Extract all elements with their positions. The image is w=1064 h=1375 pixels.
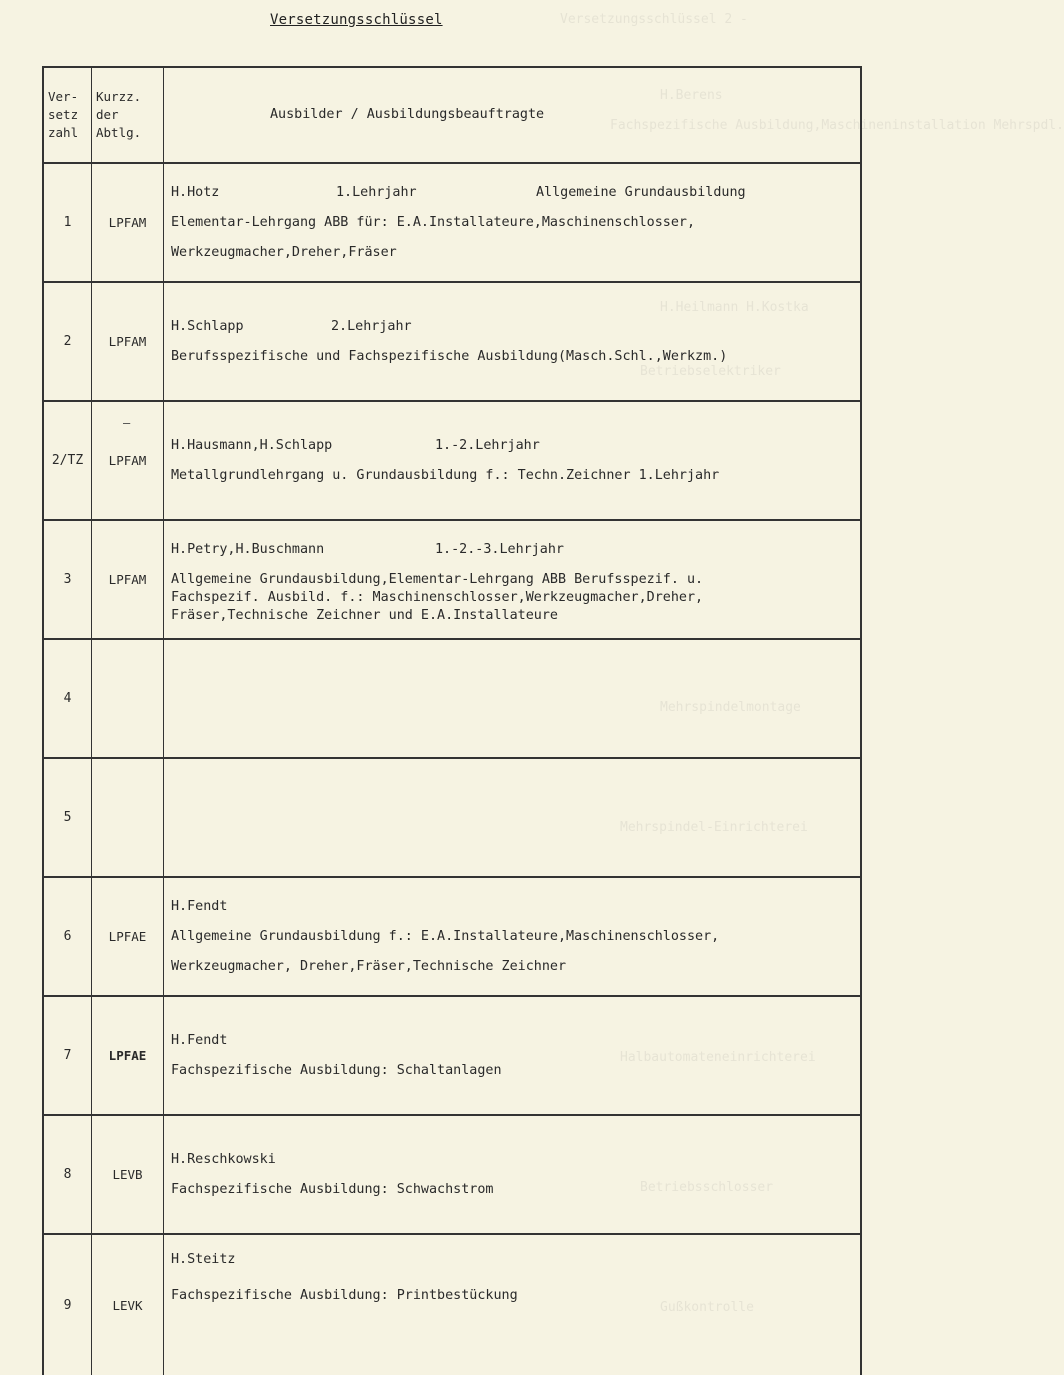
- row-description: [164, 283, 860, 400]
- row-description-line: Allgemeine Grundausbildung,Elementar-Lehrgang ABB Berufsspezif. u.: [171, 571, 704, 587]
- bleed-through-text: Betriebselektriker: [640, 364, 781, 379]
- row-description-line: Werkzeugmacher,Dreher,Fräser: [171, 244, 397, 260]
- row-number: 6: [44, 878, 92, 995]
- header-number-column: [44, 68, 92, 162]
- table-header-row: [44, 68, 860, 164]
- row-number: 5: [44, 759, 92, 876]
- row-department-code: LPFAE: [92, 878, 164, 995]
- row-number: 2/TZ: [44, 402, 92, 519]
- row-number: 3: [44, 521, 92, 638]
- row-description-line: Fachspezifische Ausbildung: Schaltanlagen: [171, 1062, 502, 1078]
- row-department-code: LPFAM: [92, 521, 164, 638]
- table-row: [44, 1116, 860, 1235]
- row-trainer-names: H.Hotz: [171, 184, 220, 200]
- header-code-line: der: [96, 107, 119, 122]
- row-department-code: [92, 759, 164, 876]
- header-trainers-column: [164, 68, 860, 162]
- row-description: [164, 759, 860, 876]
- table-row: [44, 759, 860, 878]
- pen-dash-mark: —: [123, 416, 131, 430]
- document-title: Versetzungsschlüssel: [270, 12, 443, 28]
- bleed-through-text: Gußkontrolle: [660, 1300, 754, 1315]
- bleed-through-text: H.Heilmann H.Kostka: [660, 300, 809, 315]
- table-row: [44, 1235, 860, 1375]
- table-row: [44, 997, 860, 1116]
- row-trainer-names: H.Fendt: [171, 898, 228, 914]
- row-extra-note: Allgemeine Grundausbildung: [536, 184, 746, 200]
- row-description-line: Werkzeugmacher, Dreher,Fräser,Technische Zeichner: [171, 958, 567, 974]
- bleed-through-text: Mehrspindelmontage: [660, 700, 801, 715]
- row-trainer-names: H.Schlapp: [171, 318, 244, 334]
- row-number: 2: [44, 283, 92, 400]
- header-code-line: Kurzz.: [96, 89, 142, 104]
- row-training-year: 1.Lehrjahr: [336, 184, 417, 200]
- header-code-column: [92, 68, 164, 162]
- row-description: [164, 878, 860, 995]
- row-department-code: LPFAE: [92, 997, 164, 1114]
- row-description-line: Allgemeine Grundausbildung f.: E.A.Installateure,Maschinenschlosser,: [171, 928, 720, 944]
- row-description: [164, 1116, 860, 1233]
- row-department-code: LPFAM: [92, 164, 164, 281]
- row-description-line: Berufsspezifische und Fachspezifische Ausbildung(Masch.Schl.,Werkzm.): [171, 348, 728, 364]
- bleed-through-text: Mehrspindel-Einrichterei: [620, 820, 808, 835]
- row-description-line: Metallgrundlehrgang u. Grundausbildung f.: Techn.Zeichner 1.Lehrjahr: [171, 467, 720, 483]
- row-trainer-names: H.Petry,H.Buschmann: [171, 541, 325, 557]
- row-number: 8: [44, 1116, 92, 1233]
- table-row: [44, 878, 860, 997]
- row-department-code: LPFAM: [92, 402, 164, 519]
- table-row: [44, 164, 860, 283]
- row-department-code: LEVB: [92, 1116, 164, 1233]
- bleed-through-text: Betriebsschlosser: [640, 1180, 774, 1195]
- row-description-line: Elementar-Lehrgang ABB für: E.A.Installateure,Maschinenschlosser,: [171, 214, 696, 230]
- row-training-year: 1.-2.Lehrjahr: [435, 437, 540, 453]
- row-description: [164, 1235, 860, 1375]
- row-trainer-names: H.Steitz: [171, 1252, 236, 1267]
- header-number-line: zahl: [48, 125, 79, 140]
- row-department-code: LPFAM: [92, 283, 164, 400]
- header-trainers-label: Ausbilder / Ausbildungsbeauftragte: [270, 107, 545, 122]
- header-number-line: Ver-: [48, 89, 79, 104]
- row-description: [164, 521, 860, 638]
- row-description: [164, 164, 860, 281]
- row-number: 4: [44, 640, 92, 757]
- row-description-line: Fachspezifische Ausbildung: Printbestückung: [171, 1288, 518, 1303]
- bleed-through-text: Versetzungsschlüssel 2 -: [560, 12, 748, 27]
- table-row: [44, 402, 860, 521]
- table-row: [44, 283, 860, 402]
- row-department-code: [92, 640, 164, 757]
- row-training-year: 2.Lehrjahr: [331, 318, 412, 334]
- row-description-line: Fachspezif. Ausbild. f.: Maschinenschlosser,Werkzeugmacher,Dreher,: [171, 589, 704, 605]
- header-code-line: Abtlg.: [96, 125, 142, 140]
- row-description: [164, 640, 860, 757]
- row-description-line: Fräser,Technische Zeichner und E.A.Installateure: [171, 607, 558, 623]
- header-number-line: setz: [48, 107, 79, 122]
- row-training-year: 1.-2.-3.Lehrjahr: [435, 541, 564, 557]
- row-number: 7: [44, 997, 92, 1114]
- row-number: 1: [44, 164, 92, 281]
- row-trainer-names: H.Reschkowski: [171, 1151, 276, 1167]
- row-trainer-names: H.Hausmann,H.Schlapp: [171, 437, 333, 453]
- row-description: [164, 402, 860, 519]
- bleed-through-text: H.Berens: [660, 88, 723, 103]
- bleed-through-text: Fachspezifische Ausbildung,Maschineninstallation Mehrspdl.: [610, 118, 1064, 133]
- table-row: [44, 521, 860, 640]
- assignment-table: [42, 66, 862, 1375]
- row-description-line: Fachspezifische Ausbildung: Schwachstrom: [171, 1181, 494, 1197]
- row-department-code: LEVK: [92, 1235, 164, 1375]
- table-row: [44, 640, 860, 759]
- row-number: 9: [44, 1235, 92, 1375]
- row-trainer-names: H.Fendt: [171, 1032, 228, 1048]
- bleed-through-text: Halbautomateneinrichterei: [620, 1050, 816, 1065]
- row-description: [164, 997, 860, 1114]
